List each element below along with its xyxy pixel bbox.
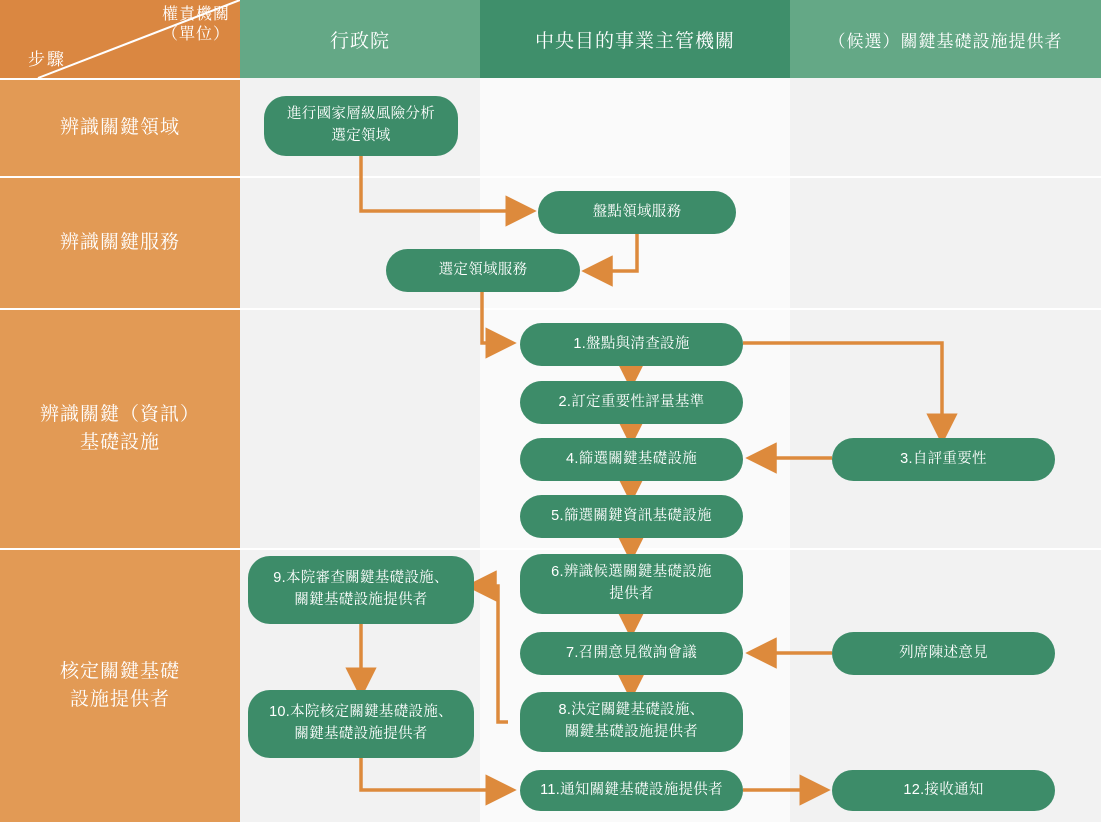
- header-lane-ci-provider: （候選）關鍵基礎設施提供者: [790, 0, 1101, 78]
- node-7-convene-consultation-meeting[interactable]: 7.召開意見徵詢會議: [520, 632, 743, 675]
- node-4-screen-critical-infrastructure[interactable]: 4.篩選關鍵基礎設施: [520, 438, 743, 481]
- node-inventory-sector-services[interactable]: 盤點領域服務: [538, 191, 736, 234]
- node-8-determine-ci-and-providers[interactable]: 8.決定關鍵基礎設施、 關鍵基礎設施提供者: [520, 692, 743, 752]
- node-3-self-assess-materiality[interactable]: 3.自評重要性: [832, 438, 1055, 481]
- header-lane-executive-yuan: 行政院: [240, 0, 480, 78]
- step-cell-identify-critical-services: 辨識關鍵服務: [0, 176, 240, 308]
- node-5-screen-critical-information-infrastructure[interactable]: 5.篩選關鍵資訊基礎設施: [520, 495, 743, 538]
- node-11-notify-ci-providers[interactable]: 11.通知關鍵基礎設施提供者: [520, 770, 743, 811]
- node-1-inventory-and-survey-facilities[interactable]: 1.盤點與清查設施: [520, 323, 743, 366]
- step-cell-identify-critical-infrastructure: 辨識關鍵（資訊） 基礎設施: [0, 308, 240, 548]
- step-cell-identify-critical-sectors: 辨識關鍵領域: [0, 78, 240, 176]
- header-corner-step-label: 步驟: [28, 50, 66, 69]
- row-divider-3: [240, 548, 1101, 550]
- node-attend-and-state-opinions[interactable]: 列席陳述意見: [832, 632, 1055, 675]
- node-select-sector-services[interactable]: 選定領域服務: [386, 249, 580, 292]
- node-6-identify-candidate-ci-providers[interactable]: 6.辨識候選關鍵基礎設施 提供者: [520, 554, 743, 614]
- node-national-risk-analysis[interactable]: 進行國家層級風險分析 選定領域: [264, 96, 458, 156]
- node-2-set-materiality-criteria[interactable]: 2.訂定重要性評量基準: [520, 381, 743, 424]
- row-divider-2: [240, 308, 1101, 310]
- node-12-receive-notification[interactable]: 12.接收通知: [832, 770, 1055, 811]
- node-9-review-ci-and-providers[interactable]: 9.本院審查關鍵基礎設施、 關鍵基礎設施提供者: [248, 556, 474, 624]
- row-divider-1: [240, 176, 1101, 178]
- header-corner-cell: [0, 0, 240, 78]
- step-cell-approve-ci-provider: 核定關鍵基礎 設施提供者: [0, 548, 240, 822]
- header-lane-central-authority: 中央目的事業主管機關: [480, 0, 790, 78]
- node-10-approve-ci-and-providers[interactable]: 10.本院核定關鍵基礎設施、 關鍵基礎設施提供者: [248, 690, 474, 758]
- header-corner-authority-label: 權責機關 （單位）: [161, 6, 230, 43]
